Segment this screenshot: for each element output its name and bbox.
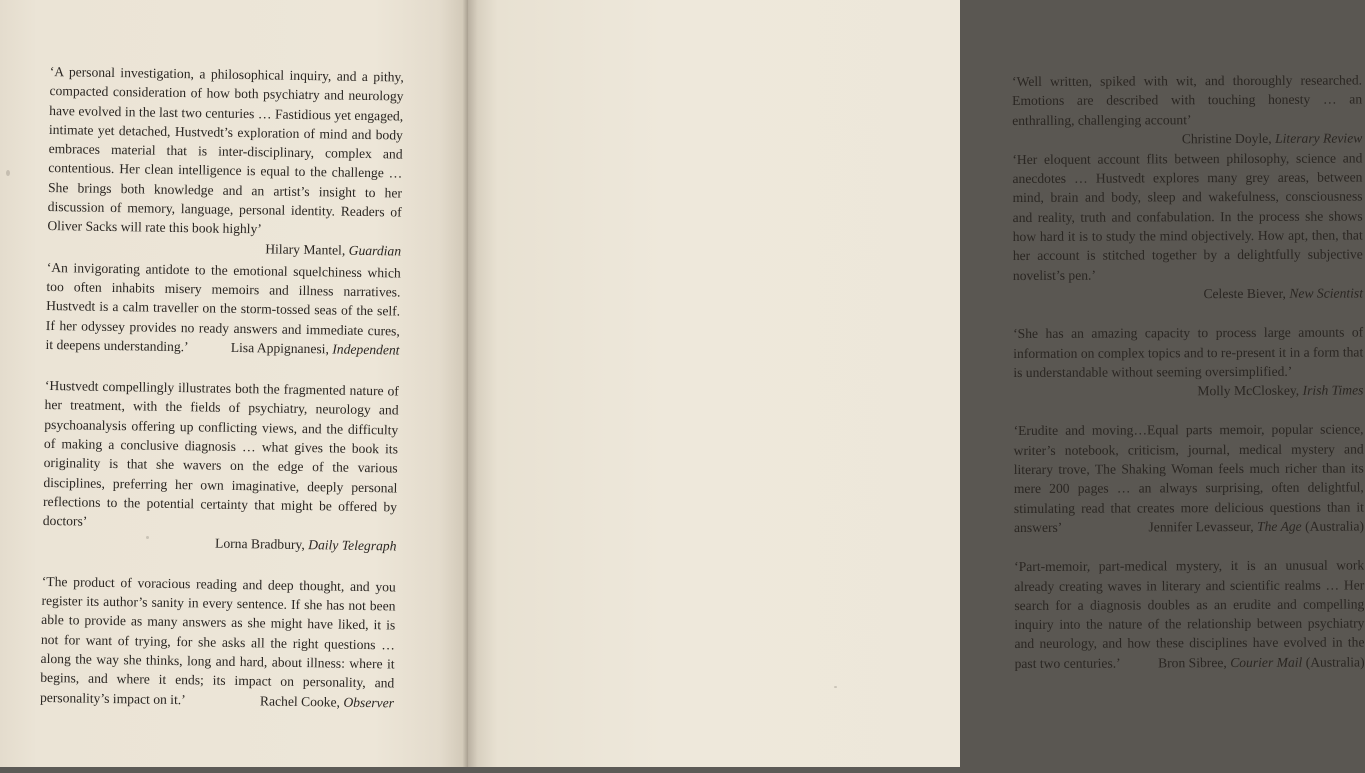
quote-text: ‘The product of voracious reading and deep thought, and you register its author’s sanity in every sentence. If she has not been able to provide as many answers as she might have liked, it is not for want of trying, for she asks all the right questions … along the way she thinks, long and hard, about illness: where it begins, and where it ends; its impact on personality, and personality’s impact on it.’ <box>39 573 396 707</box>
quote-attribution <box>1013 283 1363 304</box>
quote-publication: New Scientist <box>1289 285 1364 301</box>
quote-attribution <box>42 530 396 555</box>
quote-attribution <box>231 338 400 360</box>
paper-speck <box>146 536 149 539</box>
review-quote <box>1012 148 1363 304</box>
quote-author: Lisa Appignanesi, <box>230 339 330 357</box>
quote-publication: Guardian <box>348 242 402 259</box>
quote-author: Christine Doyle, <box>1181 130 1272 147</box>
review-quote <box>1014 420 1365 537</box>
review-quote <box>1013 323 1363 402</box>
review-quote <box>47 62 404 259</box>
right-quote-column <box>1012 70 1365 693</box>
quote-publication: The Age <box>1256 518 1302 534</box>
quote-text: ‘Part-memoir, part-medical mystery, it is an unusual work already creating waves in literary and scientific realms … Her search for a diagnosis doubles as an erudite and compelling inquiry into the nature of the relationship between psychiatry and neurology, and how these disciplines have evolved in the past two centuries.’ <box>1014 557 1365 671</box>
book-bottom-edge <box>0 767 960 773</box>
quote-attribution <box>1148 516 1364 536</box>
quote-publication: Irish Times <box>1302 382 1364 398</box>
review-quote <box>1014 556 1365 673</box>
quote-text: ‘Her eloquent account flits between philosophy, science and anecdotes … Hustvedt explores many grey areas, between mind, brain and body, sleep and wakefulness, consciousness and reality, truth and confabulation. In the process she shows how hard it is to study the mind objectively. How apt, then, that her account is stitched together by a delightfully subjective novelist’s pen.’ <box>1012 150 1363 283</box>
quote-author: Molly McCloskey, <box>1197 382 1300 399</box>
quote-author: Bron Sibree, <box>1158 654 1227 671</box>
quote-publication: Courier Mail <box>1230 654 1303 670</box>
paper-speck <box>834 686 837 688</box>
quote-author: Hilary Mantel, <box>265 241 346 258</box>
quote-region: (Australia) <box>1301 518 1365 534</box>
quote-attribution <box>265 239 401 260</box>
paper-speck <box>6 170 10 176</box>
quote-text: ‘A personal investigation, a philosophical inquiry, and a pithy, compacted consideration of how both psychiatry and neurology have evolved in the last two centuries … Fastidious yet engaged, intimate yet detached, Hustvedt’s exploration of mind and body embraces material that is inter-disciplinary, complex and contentious. Her clean intelligence is equal to the challenge … She brings both knowledge and an artist’s insight to her discussion of memory, language, personal identity. Readers of Oliver Sacks will rate this book highly’ <box>47 63 404 237</box>
review-quote <box>42 376 399 555</box>
quote-author: Lorna Bradbury, <box>214 535 305 552</box>
review-quote <box>40 572 396 713</box>
quote-author: Celeste Biever, <box>1203 285 1286 302</box>
quote-author: Jennifer Levasseur, <box>1148 518 1254 535</box>
quote-text: ‘Erudite and moving…Equal parts memoir, popular science, writer’s notebook, criticism, journal, medical mystery and literary trove, The Shaking Woman feels much richer than its mere 200 pages … an always surprising, often delightful, stimulating read that creates more delicious questions than it answers’ <box>1013 421 1364 535</box>
right-page <box>468 0 1365 773</box>
review-quote <box>45 258 400 360</box>
quote-text: ‘She has an amazing capacity to process large amounts of information on complex topics and to re-present it in a form that is understandable without seeming oversimplified.’ <box>1013 324 1364 380</box>
left-quote-column <box>40 62 404 734</box>
quote-publication: Independent <box>332 341 400 358</box>
quote-region: (Australia) <box>1302 654 1365 670</box>
quote-publication: Daily Telegraph <box>308 536 397 554</box>
quote-attribution <box>260 691 394 712</box>
quote-text: ‘An invigorating antidote to the emotional squelchiness which too often inhabits misery memoirs and illness narratives. Hustvedt is a calm traveller on the storm-tossed seas of the self. If her odyssey provides no ready answers and immediate cures, it deepens understanding.’ <box>45 259 401 355</box>
quote-text: ‘Well written, spiked with wit, and thoroughly researched. Emotions are described with touching honesty … an enthralling, challenging account’ <box>1012 72 1363 128</box>
quote-publication: Observer <box>343 694 395 711</box>
quote-attribution <box>1013 381 1363 402</box>
quote-publication: Literary Review <box>1275 130 1363 146</box>
quote-attribution <box>1182 128 1363 148</box>
quote-text: ‘Hustvedt compellingly illustrates both the fragmented nature of her treatment, with the fields of psychiatry, neurology and psychoanalysis offering up conflicting views, and the difficulty of making a conclusive diagnosis … what gives the book its originality is that she wavers on the edge of the various disciplines, preferring her own imaginative, deeply personal reflections to the potential certainty that might be offered by doctors’ <box>42 378 399 529</box>
quote-attribution <box>1158 652 1365 672</box>
left-page <box>0 0 468 773</box>
review-quote <box>1012 70 1363 147</box>
quote-author: Rachel Cooke, <box>259 692 341 710</box>
